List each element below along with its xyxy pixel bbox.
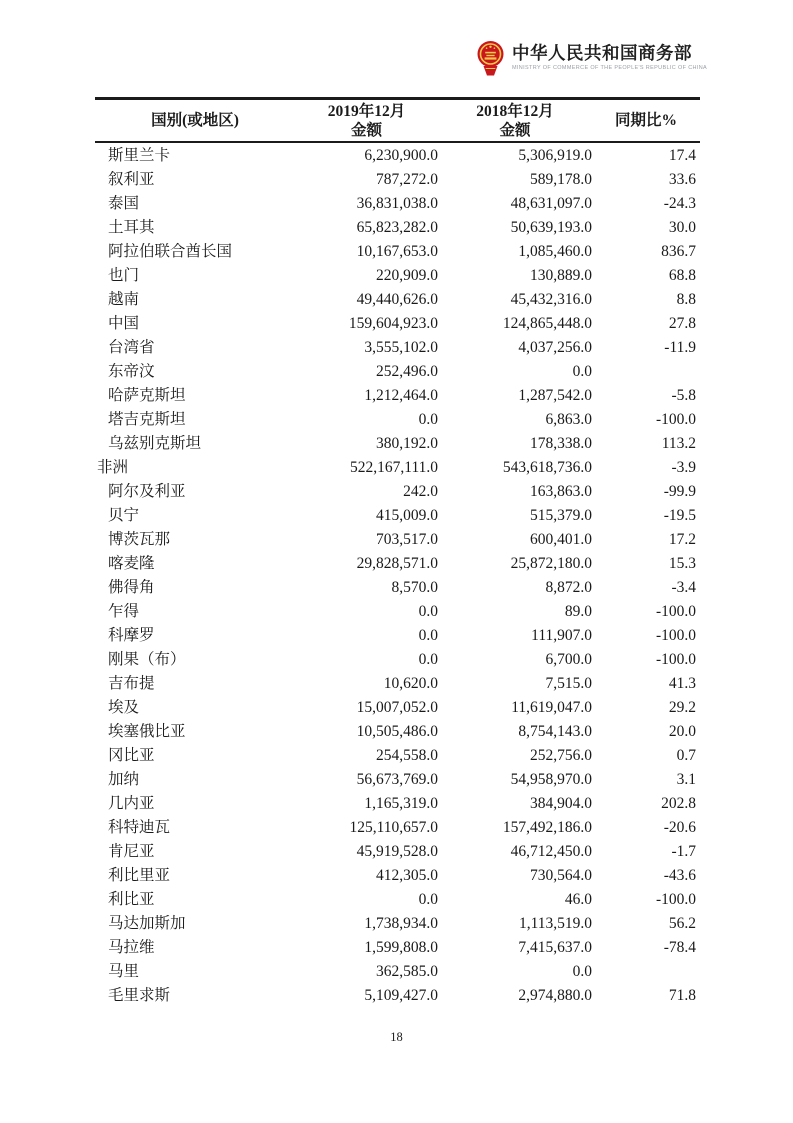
country-cell: 中国 [108, 315, 140, 332]
amount-2018-cell: 124,865,448.0 [502, 315, 592, 332]
amount-2018-cell: 2,974,880.0 [518, 987, 592, 1004]
column-header-2019-line1: 2019年12月 [327, 102, 406, 120]
amount-2019-cell: 15,007,052.0 [356, 699, 438, 716]
yoy-cell: -1.7 [671, 843, 696, 860]
amount-2019-cell: 5,109,427.0 [364, 987, 438, 1004]
table-row [95, 480, 700, 504]
country-cell: 斯里兰卡 [108, 147, 171, 164]
amount-2018-cell: 50,639,193.0 [510, 219, 592, 236]
yoy-cell: 27.8 [668, 315, 696, 332]
country-cell: 埃及 [108, 699, 140, 716]
country-cell: 毛里求斯 [108, 987, 171, 1004]
table-row [95, 840, 700, 864]
table-row [95, 624, 700, 648]
column-header-2019-line2: 金额 [350, 121, 382, 139]
yoy-cell: -100.0 [655, 891, 696, 908]
yoy-cell: -24.3 [663, 195, 696, 212]
table-row [95, 144, 700, 168]
amount-2018-cell: 5,306,919.0 [518, 147, 592, 164]
amount-2018-cell: 111,907.0 [531, 627, 592, 644]
yoy-cell: 8.8 [676, 291, 696, 308]
country-cell: 台湾省 [108, 339, 155, 356]
yoy-cell: 15.3 [668, 555, 696, 572]
yoy-cell: 3.1 [676, 771, 696, 788]
amount-2018-cell: 0.0 [572, 363, 592, 380]
yoy-cell: -100.0 [655, 411, 696, 428]
amount-2018-cell: 8,872.0 [545, 579, 592, 596]
table-row [95, 816, 700, 840]
yoy-cell: -99.9 [663, 483, 696, 500]
country-cell: 冈比亚 [108, 747, 155, 764]
country-cell: 非洲 [97, 459, 129, 476]
yoy-cell [592, 960, 700, 984]
country-cell: 喀麦隆 [108, 555, 155, 572]
amount-2018-cell: 45,432,316.0 [510, 291, 592, 308]
amount-2019-cell: 0.0 [418, 891, 438, 908]
table-row [95, 744, 700, 768]
amount-2018-cell: 1,287,542.0 [518, 387, 592, 404]
table-row [95, 768, 700, 792]
table-row [95, 720, 700, 744]
amount-2018-cell: 8,754,143.0 [518, 723, 592, 740]
yoy-cell: -100.0 [655, 651, 696, 668]
country-cell: 东帝汶 [108, 363, 155, 380]
amount-2019-cell: 10,505,486.0 [356, 723, 438, 740]
amount-2018-cell: 46,712,450.0 [510, 843, 592, 860]
yoy-cell: 29.2 [668, 699, 696, 716]
agency-subtitle-en: MINISTRY OF COMMERCE OF THE PEOPLE'S REPUBLIC OF CHINA [512, 65, 708, 71]
table-row [95, 408, 700, 432]
amount-2019-cell: 1,599,808.0 [364, 939, 438, 956]
amount-2019-cell: 49,440,626.0 [356, 291, 438, 308]
table-row [95, 984, 700, 1008]
yoy-cell: 836.7 [661, 243, 696, 260]
amount-2018-cell: 48,631,097.0 [510, 195, 592, 212]
amount-2019-cell: 1,738,934.0 [364, 915, 438, 932]
yoy-cell: -100.0 [655, 603, 696, 620]
country-cell: 利比亚 [108, 891, 155, 908]
column-header-country-label: 国别(或地区) [151, 112, 239, 129]
table-header-row [95, 97, 700, 143]
yoy-cell: -43.6 [663, 867, 696, 884]
amount-2019-cell: 29,828,571.0 [356, 555, 438, 572]
yoy-cell: -78.4 [663, 939, 696, 956]
amount-2018-cell: 130,889.0 [530, 267, 592, 284]
amount-2019-cell: 787,272.0 [376, 171, 438, 188]
country-cell: 贝宁 [108, 507, 140, 524]
yoy-cell: -20.6 [663, 819, 696, 836]
country-cell: 泰国 [108, 195, 140, 212]
country-cell: 阿尔及利亚 [108, 483, 186, 500]
yoy-cell: 20.0 [668, 723, 696, 740]
country-cell: 博茨瓦那 [108, 531, 171, 548]
table-row [95, 168, 700, 192]
amount-2019-cell: 252,496.0 [376, 363, 438, 380]
column-header-2018-line2: 金额 [499, 121, 531, 139]
country-cell: 科摩罗 [108, 627, 155, 644]
amount-2019-cell: 522,167,111.0 [350, 459, 438, 476]
amount-2019-cell: 45,919,528.0 [356, 843, 438, 860]
country-cell: 埃塞俄比亚 [108, 723, 186, 740]
yoy-cell: 17.2 [668, 531, 696, 548]
amount-2019-cell: 10,620.0 [383, 675, 438, 692]
country-cell: 科特迪瓦 [108, 819, 171, 836]
amount-2018-cell: 163,863.0 [530, 483, 592, 500]
table-row [95, 648, 700, 672]
amount-2018-cell: 4,037,256.0 [518, 339, 592, 356]
amount-2018-cell: 252,756.0 [530, 747, 592, 764]
country-cell: 马达加斯加 [108, 915, 186, 932]
page-number: 18 [390, 1030, 403, 1044]
country-cell: 马里 [108, 963, 140, 980]
country-cell: 佛得角 [108, 579, 155, 596]
amount-2019-cell: 3,555,102.0 [364, 339, 438, 356]
country-cell: 马拉维 [108, 939, 155, 956]
country-cell: 吉布提 [108, 675, 155, 692]
country-cell: 塔吉克斯坦 [108, 411, 186, 428]
amount-2019-cell: 415,009.0 [376, 507, 438, 524]
amount-2018-cell: 7,515.0 [545, 675, 592, 692]
trade-table [95, 97, 700, 1008]
amount-2019-cell: 8,570.0 [391, 579, 438, 596]
yoy-cell: 68.8 [668, 267, 696, 284]
amount-2019-cell: 1,212,464.0 [364, 387, 438, 404]
amount-2019-cell: 242.0 [403, 483, 438, 500]
yoy-cell: -19.5 [663, 507, 696, 524]
amount-2019-cell: 412,305.0 [376, 867, 438, 884]
table-row [95, 912, 700, 936]
yoy-cell: -11.9 [664, 339, 696, 356]
masthead [477, 40, 707, 76]
country-cell: 哈萨克斯坦 [108, 387, 186, 404]
amount-2019-cell: 0.0 [418, 411, 438, 428]
table-row [95, 552, 700, 576]
country-cell: 几内亚 [108, 795, 155, 812]
table-row [95, 936, 700, 960]
column-header-amount-2018 [438, 102, 592, 140]
yoy-cell: 30.0 [668, 219, 696, 236]
amount-2019-cell: 0.0 [418, 627, 438, 644]
amount-2018-cell: 1,113,519.0 [518, 915, 592, 932]
amount-2018-cell: 7,415,637.0 [518, 939, 592, 956]
yoy-cell: 41.3 [668, 675, 696, 692]
column-header-2018-line1: 2018年12月 [476, 102, 554, 120]
table-row [95, 696, 700, 720]
yoy-cell: -3.4 [671, 579, 696, 596]
amount-2018-cell: 178,338.0 [530, 435, 592, 452]
yoy-cell: 71.8 [668, 987, 696, 1004]
column-header-country [95, 111, 295, 130]
amount-2019-cell: 56,673,769.0 [356, 771, 438, 788]
yoy-cell: -5.8 [671, 387, 696, 404]
amount-2019-cell: 65,823,282.0 [356, 219, 438, 236]
amount-2019-cell: 6,230,900.0 [364, 147, 438, 164]
table-row [95, 312, 700, 336]
amount-2018-cell: 600,401.0 [530, 531, 592, 548]
table-row [95, 576, 700, 600]
country-cell: 加纳 [108, 771, 140, 788]
amount-2019-cell: 36,831,038.0 [356, 195, 438, 212]
amount-2018-cell: 515,379.0 [530, 507, 592, 524]
table-row [95, 360, 700, 384]
country-cell: 利比里亚 [108, 867, 171, 884]
amount-2019-cell: 0.0 [418, 603, 438, 620]
country-cell: 刚果（布） [108, 651, 186, 668]
amount-2019-cell: 254,558.0 [376, 747, 438, 764]
amount-2018-cell: 25,872,180.0 [510, 555, 592, 572]
country-cell: 叙利亚 [108, 171, 155, 188]
yoy-cell: 33.6 [668, 171, 696, 188]
country-cell: 土耳其 [108, 219, 155, 236]
agency-title-block [512, 40, 707, 71]
table-row [95, 864, 700, 888]
column-header-amount-2019 [295, 102, 438, 140]
china-national-emblem-icon [477, 40, 504, 76]
table-body [95, 143, 700, 1008]
column-header-yoy [592, 111, 700, 130]
yoy-cell: 17.4 [668, 147, 696, 164]
country-cell: 乍得 [108, 603, 140, 620]
agency-title: 中华人民共和国商务部 [512, 43, 692, 63]
amount-2018-cell: 157,492,186.0 [502, 819, 592, 836]
amount-2019-cell: 1,165,319.0 [364, 795, 438, 812]
amount-2018-cell: 543,618,736.0 [502, 459, 592, 476]
country-cell: 阿拉伯联合酋长国 [108, 243, 233, 260]
yoy-cell: 56.2 [668, 915, 696, 932]
yoy-cell: 0.7 [676, 747, 696, 764]
table-row [95, 792, 700, 816]
table-row [95, 264, 700, 288]
table-row [95, 888, 700, 912]
amount-2019-cell: 362,585.0 [376, 963, 438, 980]
amount-2018-cell: 89.0 [564, 603, 592, 620]
table-row [95, 216, 700, 240]
amount-2019-cell: 159,604,923.0 [348, 315, 438, 332]
amount-2018-cell: 384,904.0 [530, 795, 592, 812]
country-cell: 乌兹别克斯坦 [108, 435, 202, 452]
amount-2019-cell: 10,167,653.0 [356, 243, 438, 260]
amount-2019-cell: 220,909.0 [376, 267, 438, 284]
amount-2019-cell: 0.0 [418, 651, 438, 668]
table-row [95, 384, 700, 408]
table-row [95, 528, 700, 552]
amount-2018-cell: 11,619,047.0 [511, 699, 592, 716]
country-cell: 也门 [108, 267, 140, 284]
amount-2019-cell: 703,517.0 [376, 531, 438, 548]
yoy-cell [592, 360, 700, 384]
amount-2019-cell: 125,110,657.0 [349, 819, 438, 836]
table-row [95, 432, 700, 456]
amount-2018-cell: 46.0 [564, 891, 592, 908]
country-cell: 肯尼亚 [108, 843, 155, 860]
amount-2018-cell: 1,085,460.0 [518, 243, 592, 260]
amount-2018-cell: 54,958,970.0 [510, 771, 592, 788]
country-cell: 越南 [108, 291, 140, 308]
table-row [95, 240, 700, 264]
amount-2018-cell: 589,178.0 [530, 171, 592, 188]
table-row [95, 672, 700, 696]
amount-2018-cell: 6,700.0 [545, 651, 592, 668]
yoy-cell: 113.2 [661, 435, 696, 452]
table-row [95, 192, 700, 216]
amount-2019-cell: 380,192.0 [376, 435, 438, 452]
amount-2018-cell: 730,564.0 [530, 867, 592, 884]
table-row [95, 336, 700, 360]
yoy-cell: -3.9 [671, 459, 696, 476]
table-row [95, 456, 700, 480]
amount-2018-cell: 0.0 [572, 963, 592, 980]
table-row [95, 960, 700, 984]
column-header-yoy-label: 同期比% [614, 112, 677, 129]
yoy-cell: 202.8 [661, 795, 696, 812]
table-row [95, 504, 700, 528]
yoy-cell: -100.0 [655, 627, 696, 644]
amount-2018-cell: 6,863.0 [545, 411, 592, 428]
table-row [95, 600, 700, 624]
table-row [95, 288, 700, 312]
